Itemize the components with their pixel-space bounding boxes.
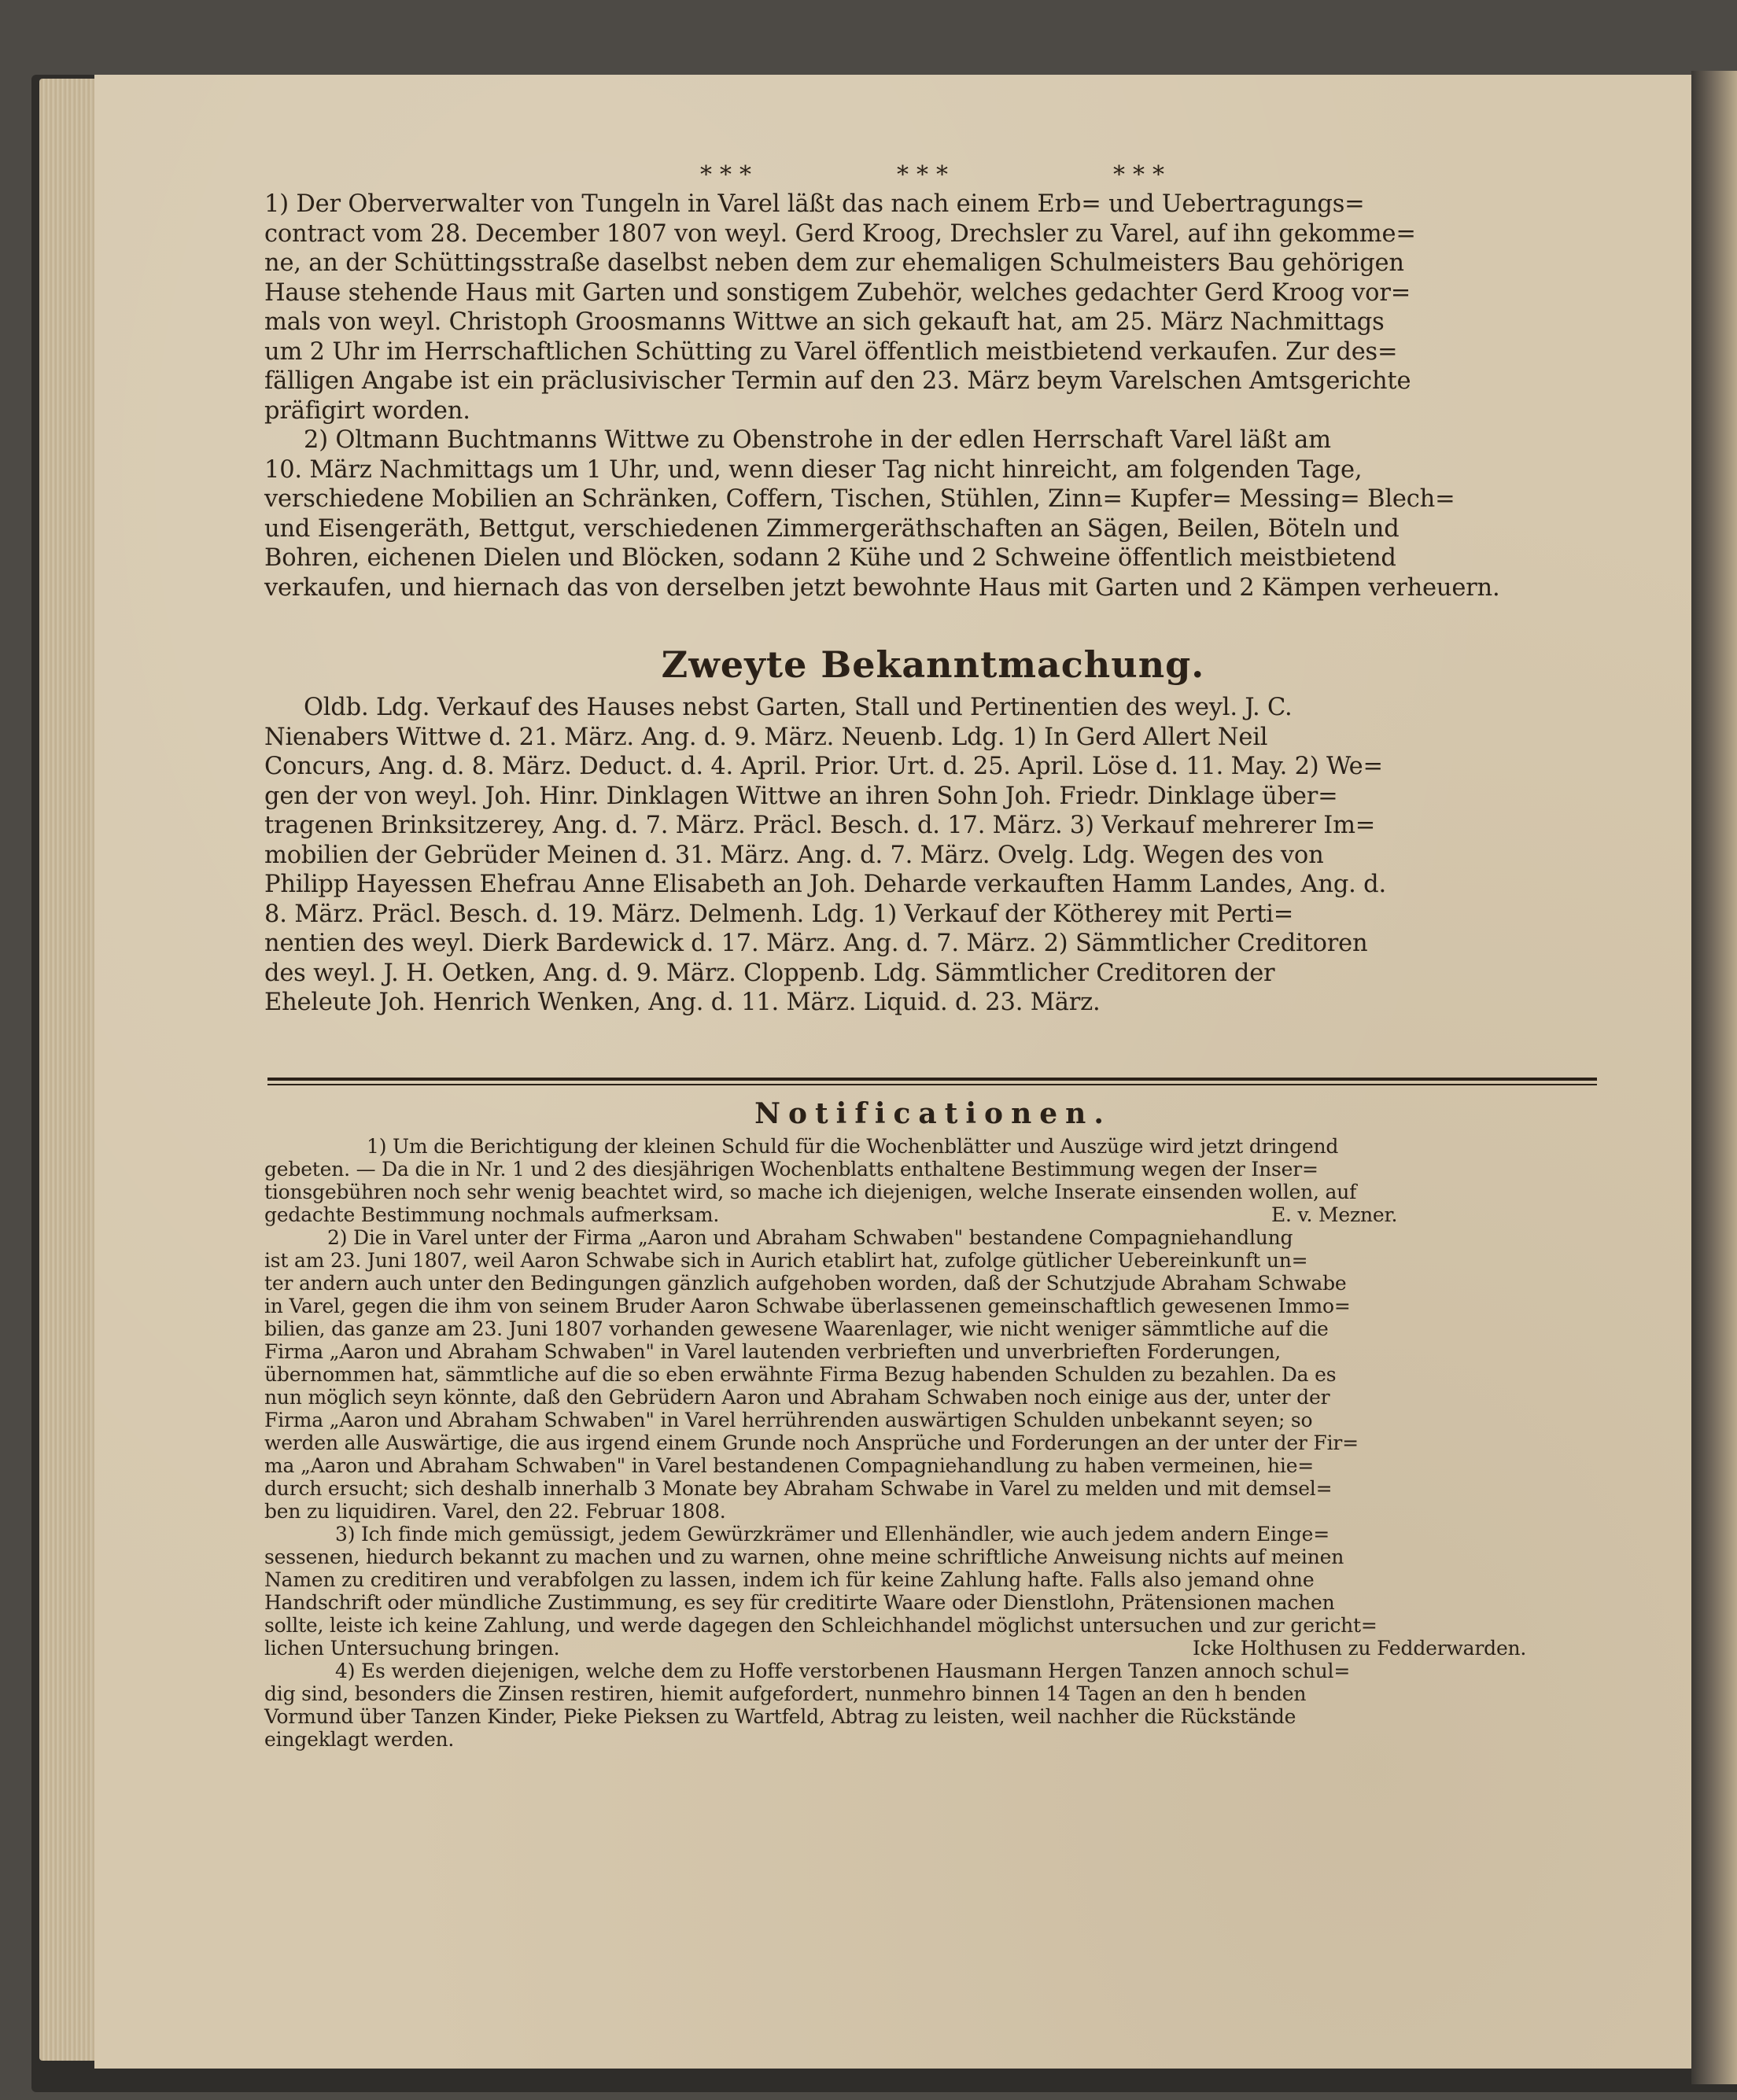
text-line	[264, 1638, 1602, 1661]
text-line: 10. März Nachmittags um 1 Uhr, und, wenn dieser Tag nicht hinreicht, am folgenden Tage,	[264, 455, 1363, 484]
text-line: contract vom 28. December 1807 von weyl. Gerd Kroog, Drechsler zu Varel, auf ihn gekomme=	[264, 219, 1416, 248]
heading-zweyte-bekanntmachung: Zweyte Bekanntmachung.	[661, 643, 1205, 686]
text-line: mobilien der Gebrüder Meinen d. 31. März. Ang. d. 7. März. Ovelg. Ldg. Wegen des von	[264, 841, 1324, 869]
text-line: Nienabers Wittwe d. 21. März. Ang. d. 9. März. Neuenb. Ldg. 1) In Gerd Allert Neil	[264, 723, 1268, 751]
text-line: gen der von weyl. Joh. Hinr. Dinklagen Wittwe an ihren Sohn Joh. Friedr. Dinklage über=	[264, 782, 1338, 810]
text-line: tionsgebühren noch sehr wenig beachtet wird, so mache ich diejenigen, welche Inserate einsenden wollen, auf	[264, 1181, 1357, 1203]
text-line: 1) Um die Berichtigung der kleinen Schuld für die Wochenblätter und Auszüge wird jetzt dringend	[367, 1135, 1339, 1158]
text-line: 3) Ich finde mich gemüssigt, jedem Gewürzkrämer und Ellenhändler, wie auch jedem andern Einge=	[335, 1523, 1329, 1546]
text-line: tragenen Brinksitzerey, Ang. d. 7. März. Präcl. Besch. d. 17. März. 3) Verkauf mehrerer Im=	[264, 812, 1376, 839]
text-line: 1) Der Oberverwalter von Tungeln in Varel läßt das nach einem Erb= und Uebertragungs=	[264, 190, 1365, 218]
text-line: verkaufen, und hiernach das von derselben jetzt bewohnte Haus mit Garten und 2 Kämpen verheuern.	[264, 573, 1500, 602]
text-line: ter andern auch unter den Bedingungen gänzlich aufgehoben worden, daß der Schutzjude Abraham Schwabe	[264, 1272, 1347, 1295]
text-line: Concurs, Ang. d. 8. März. Deduct. d. 4. April. Prior. Urt. d. 25. April. Löse d. 11. May. 2) We=	[264, 753, 1383, 780]
text-line	[264, 1205, 1602, 1228]
text-line: Bohren, eichenen Dielen und Blöcken, sodann 2 Kühe und 2 Schweine öffentlich meistbietend	[264, 544, 1396, 572]
text-line: Handschrift oder mündliche Zustimmung, es sey für creditirte Waare oder Dienstlohn, Prätensionen machen	[264, 1591, 1335, 1614]
signature-mezner: E. v. Mezner.	[1271, 1203, 1398, 1226]
text-line: Oldb. Ldg. Verkauf des Hauses nebst Garten, Stall und Pertinentien des weyl. J. C.	[304, 694, 1293, 721]
text-line: Eheleute Joh. Henrich Wenken, Ang. d. 11. März. Liquid. d. 23. März.	[264, 989, 1101, 1016]
text-line: dig sind, besonders die Zinsen restiren, hiemit aufgefordert, nunmehro binnen 14 Tagen an den h benden	[264, 1682, 1307, 1705]
text-line: in Varel, gegen die ihm von seinem Bruder Aaron Schwabe überlassenen gemeinschaftlich gewesenen Immo=	[264, 1295, 1351, 1317]
text-line: nun möglich seyn könnte, daß den Gebrüdern Aaron und Abraham Schwaben noch einige aus der, unter der	[264, 1386, 1330, 1409]
text-line: um 2 Uhr im Herrschaftlichen Schütting zu Varel öffentlich meistbietend verkaufen. Zur des=	[264, 337, 1398, 366]
text-line: durch ersucht; sich deshalb innerhalb 3 Monate bey Abraham Schwabe in Varel zu melden und mit demsel=	[264, 1477, 1333, 1500]
text-line-part: gedachte Bestimmung nochmals aufmerksam.	[264, 1203, 720, 1226]
text-line: übernommen hat, sämmtliche auf die so eben erwähnte Firma Bezug habenden Schulden zu bezahlen. Da es	[264, 1363, 1337, 1386]
text-line: und Eisengeräth, Bettgut, verschiedenen Zimmergeräthschaften an Sägen, Beilen, Böteln und	[264, 514, 1400, 543]
text-line: 4) Es werden diejenigen, welche dem zu Hoffe verstorbenen Hausmann Hergen Tanzen annoch schul=	[335, 1660, 1351, 1682]
text-line: Philipp Hayessen Ehefrau Anne Elisabeth an Joh. Deharde verkauften Hamm Landes, Ang. d.	[264, 871, 1386, 898]
text-line: werden alle Auswärtige, die aus irgend einem Grunde noch Ansprüche und Forderungen an der unter der Fir=	[264, 1431, 1359, 1454]
text-line: ne, an der Schüttingsstraße daselbst neben dem zur ehemaligen Schulmeisters Bau gehörigen	[264, 249, 1404, 277]
section-announcements	[264, 190, 1602, 606]
text-line: ma „Aaron und Abraham Schwaben" in Varel bestandenen Compagniehandlung zu haben vermeinen, hie=	[264, 1454, 1315, 1477]
text-line: nentien des weyl. Dierk Bardewick d. 17. März. Ang. d. 7. März. 2) Sämmtlicher Creditoren	[264, 930, 1368, 957]
text-line: präfigirt worden.	[264, 396, 470, 425]
text-line: Hause stehende Haus mit Garten und sonstigem Zubehör, welches gedachter Gerd Kroog vor=	[264, 278, 1411, 307]
text-line: 2) Die in Varel unter der Firma „Aaron und Abraham Schwaben" bestandene Compagniehandlung	[327, 1226, 1293, 1249]
book-gutter	[1691, 71, 1737, 2084]
divider-rule-bottom	[267, 1084, 1597, 1085]
signature-holthusen: Icke Holthusen zu Fedderwarden.	[1193, 1637, 1527, 1660]
text-line: mals von weyl. Christoph Groosmanns Wittwe an sich gekauft hat, am 25. März Nachmittags	[264, 308, 1385, 336]
text-line: Firma „Aaron und Abraham Schwaben" in Varel herrührenden auswärtigen Schulden unbekannt seyen; so	[264, 1409, 1313, 1431]
divider-rule-top	[267, 1078, 1597, 1081]
text-line: 8. März. Präcl. Besch. d. 19. März. Delmenh. Ldg. 1) Verkauf der Kötherey mit Perti=	[264, 900, 1294, 928]
text-line: des weyl. J. H. Oetken, Ang. d. 9. März. Cloppenb. Ldg. Sämmtlicher Creditoren der	[264, 959, 1275, 987]
heading-notificationen: Notificationen.	[754, 1097, 1112, 1130]
text-line: verschiedene Mobilien an Schränken, Coffern, Tischen, Stühlen, Zinn= Kupfer= Messing= Blech=	[264, 485, 1455, 513]
text-line-part: lichen Untersuchung bringen.	[264, 1637, 560, 1660]
text-line: sessenen, hiedurch bekannt zu machen und zu warnen, ohne meine schriftliche Anweisung nichts auf meinen	[264, 1546, 1344, 1568]
section-second-notice	[264, 696, 1602, 1021]
ornament-stars-3: * * *	[1113, 161, 1166, 189]
text-line: eingeklagt werden.	[264, 1728, 455, 1751]
section-notifications	[264, 1137, 1602, 1752]
text-line: 2) Oltmann Buchtmanns Wittwe zu Obenstrohe in der edlen Herrschaft Varel läßt am	[304, 426, 1331, 454]
text-line: bilien, das ganze am 23. Juni 1807 vorhanden gewesene Waarenlager, wie nicht weniger sämmtliche auf die	[264, 1317, 1329, 1340]
text-line: ben zu liquidiren. Varel, den 22. Februar 1808.	[264, 1500, 726, 1523]
text-line: sollte, leiste ich keine Zahlung, und werde dagegen den Schleichhandel möglichst untersuchen und zur gericht=	[264, 1614, 1377, 1637]
text-line: Namen zu creditiren und verabfolgen zu lassen, indem ich für keine Zahlung hafte. Falls also jemand ohne	[264, 1568, 1315, 1591]
text-line: gebeten. — Da die in Nr. 1 und 2 des diesjährigen Wochenblatts enthaltene Bestimmung wegen der Inser=	[264, 1158, 1318, 1181]
ornament-stars-1: * * *	[700, 161, 753, 189]
text-line: fälligen Angabe ist ein präclusivischer Termin auf den 23. März beym Varelschen Amtsgerichte	[264, 367, 1411, 395]
ornament-stars-2: * * *	[897, 161, 950, 189]
text-line: Vormund über Tanzen Kinder, Pieke Pieksen zu Wartfeld, Abtrag zu leisten, weil nachher die Rückstände	[264, 1705, 1296, 1728]
text-line: Firma „Aaron und Abraham Schwaben" in Varel lautenden verbrieften und unverbrieften Forderungen,	[264, 1340, 1282, 1363]
text-line: ist am 23. Juni 1807, weil Aaron Schwabe sich in Aurich etablirt hat, zufolge gütlicher Uebereinkunft un=	[264, 1249, 1308, 1272]
